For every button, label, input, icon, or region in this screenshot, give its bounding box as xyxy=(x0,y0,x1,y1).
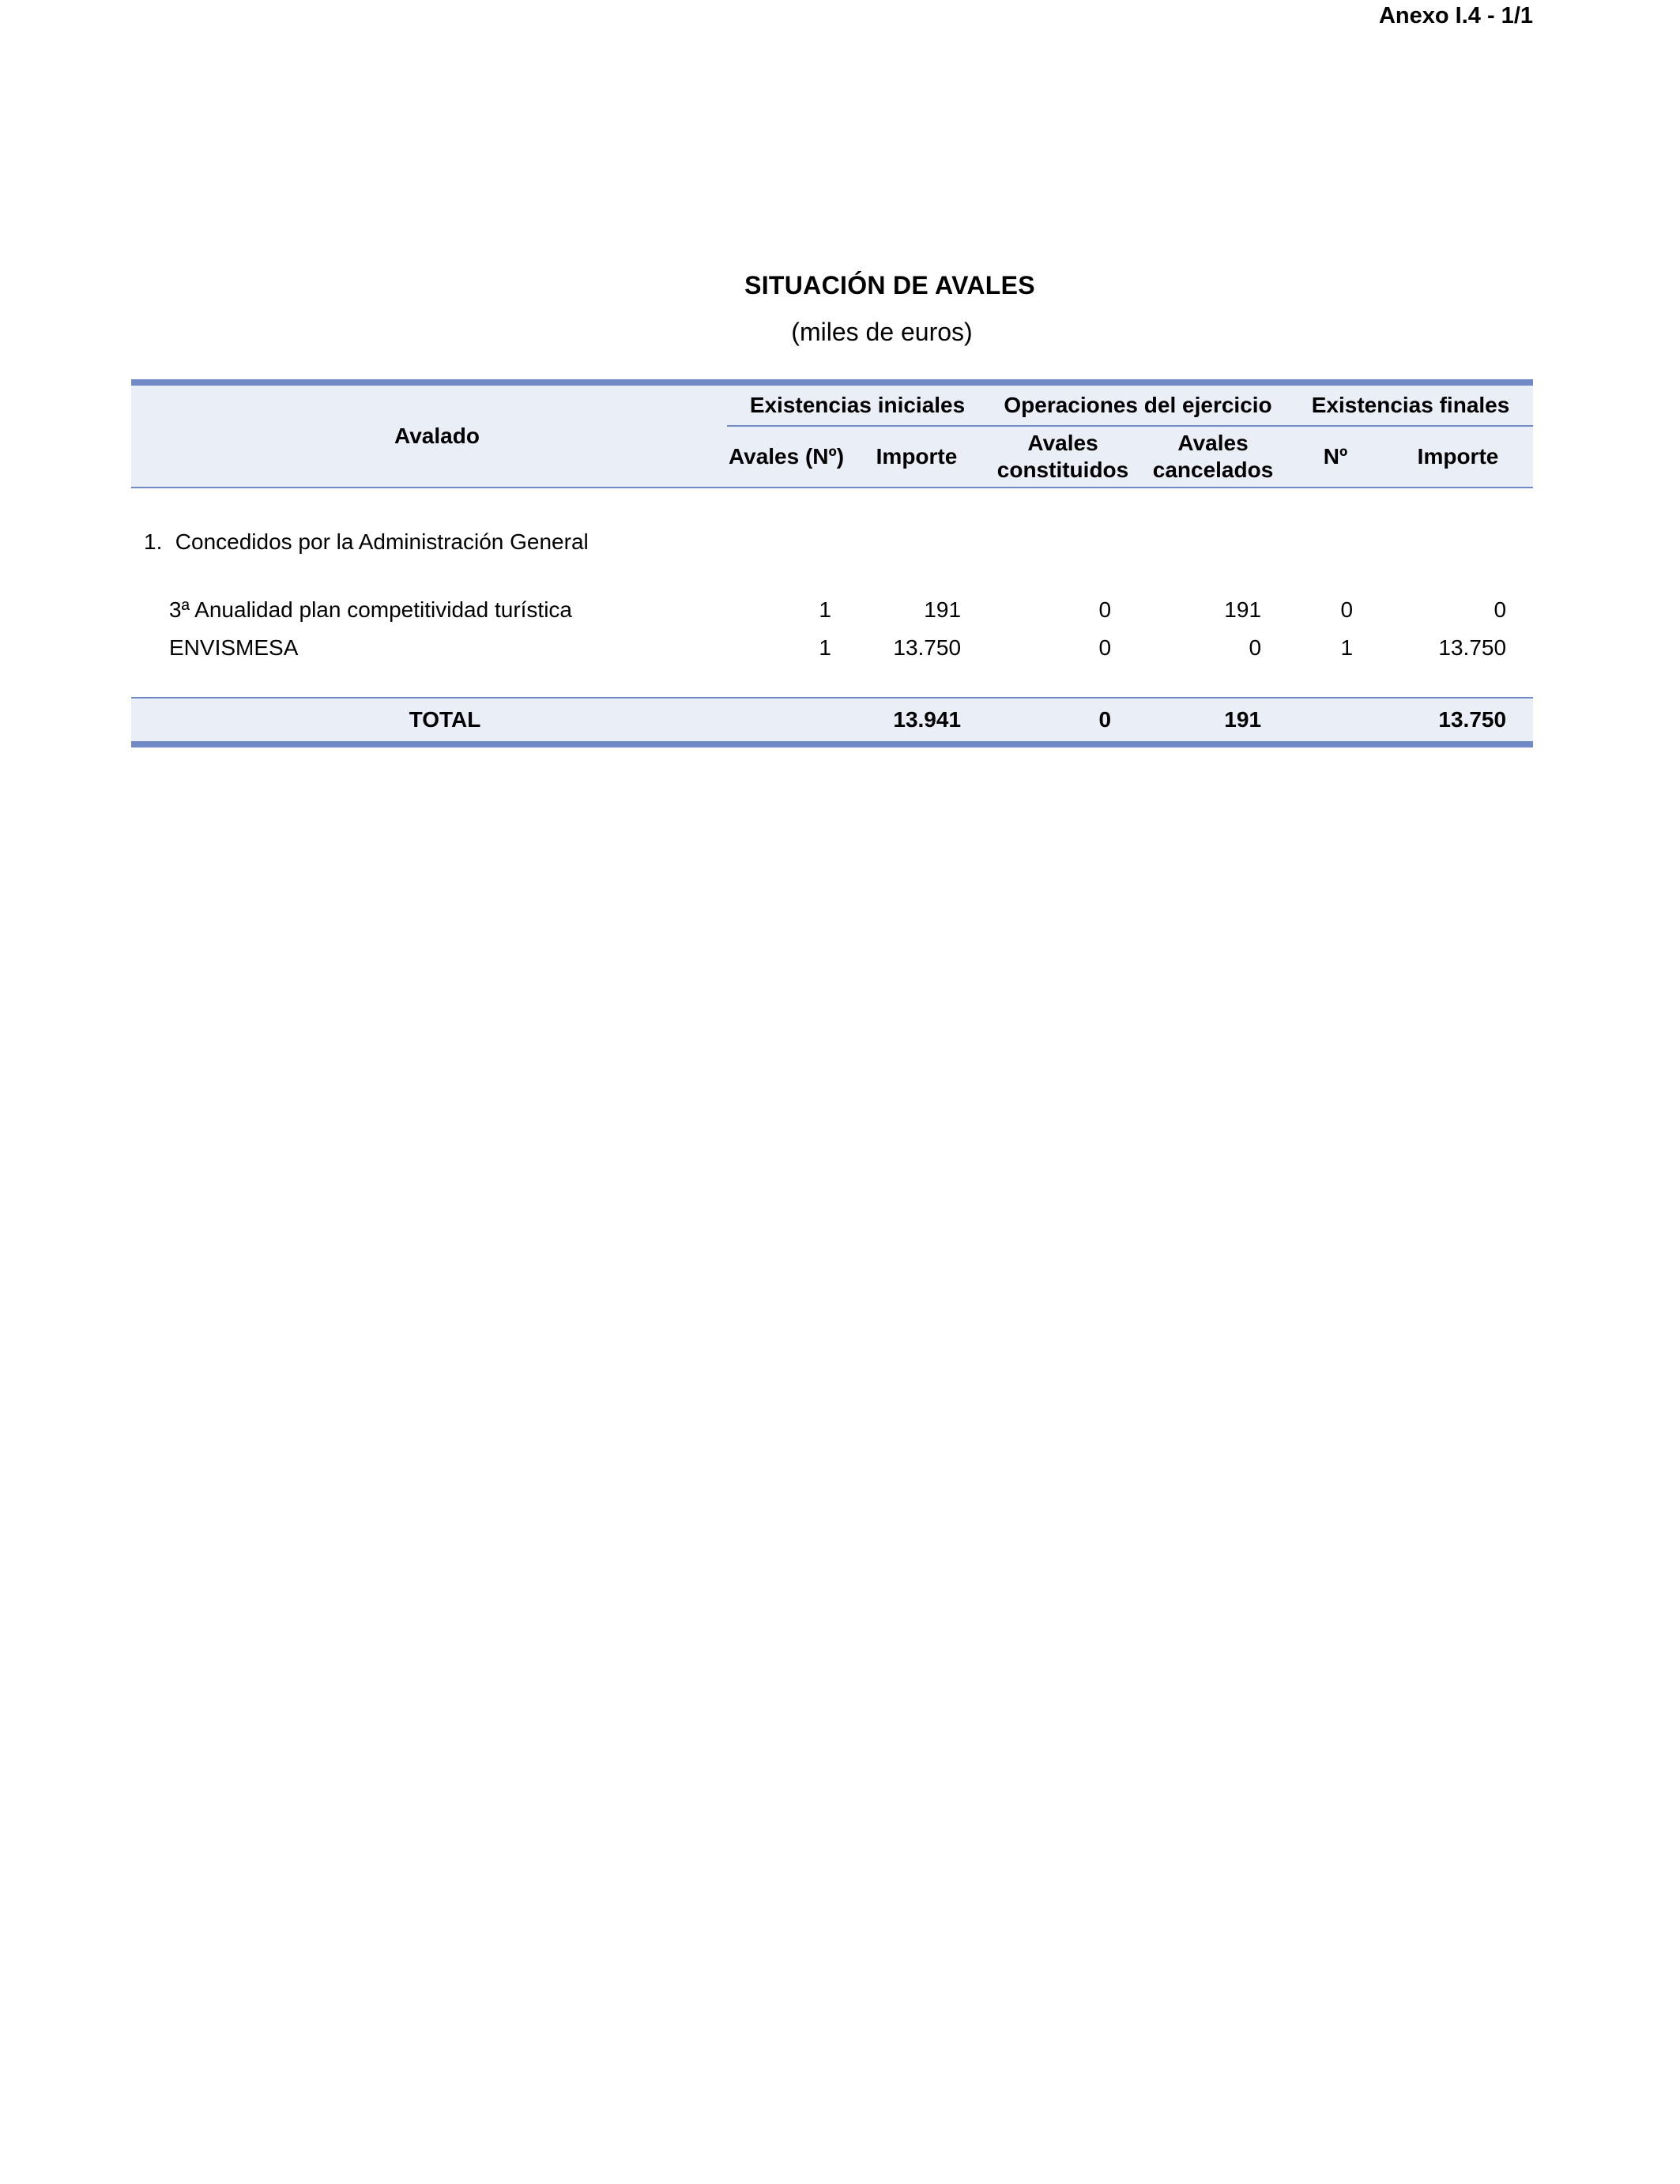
header-avales-constituidos xyxy=(988,426,1138,488)
guarantees-table-container xyxy=(131,379,1533,747)
total-constituidos: 0 xyxy=(988,698,1138,744)
header-group-initial: Existencias iniciales xyxy=(727,382,988,426)
table-footer xyxy=(131,698,1533,744)
document-title: SITUACIÓN DE AVALES xyxy=(744,271,1035,299)
row-name: ENVISMESA xyxy=(169,635,299,660)
header-n-final: Nº xyxy=(1288,426,1383,488)
guarantees-table xyxy=(131,379,1533,747)
header-avales-constituidos-line1: Avales xyxy=(1027,431,1098,455)
row-importe-final: 13.750 xyxy=(1438,635,1507,660)
header-group-operations: Operaciones del ejercicio xyxy=(988,382,1288,426)
section-row xyxy=(131,522,1533,563)
row-n-final: 0 xyxy=(1340,597,1354,622)
document-subtitle: (miles de euros) xyxy=(791,318,973,346)
row-constituidos: 0 xyxy=(1098,597,1112,622)
row-cancelados: 0 xyxy=(1249,635,1262,660)
row-constituidos: 0 xyxy=(1098,635,1112,660)
total-importe-initial: 13.941 xyxy=(846,698,988,744)
header-importe-final: Importe xyxy=(1383,426,1533,488)
table-header xyxy=(131,382,1533,488)
total-row xyxy=(131,698,1533,744)
section-label: Concedidos por la Administración General xyxy=(175,529,589,554)
section-number: 1. xyxy=(144,529,163,554)
header-avales-cancelados-line1: Avales xyxy=(1177,431,1249,455)
annex-reference: Anexo I.4 - 1/1 xyxy=(1378,3,1533,28)
total-label: TOTAL xyxy=(131,698,727,744)
row-importe-initial: 191 xyxy=(924,597,962,622)
header-avales-constituidos-line2: constituidos xyxy=(996,458,1129,482)
row-importe-initial: 13.750 xyxy=(893,635,962,660)
total-cancelados: 191 xyxy=(1138,698,1288,744)
header-avales-cancelados-line2: cancelados xyxy=(1152,458,1274,482)
table-row xyxy=(131,563,1533,626)
header-group-final: Existencias finales xyxy=(1288,382,1533,426)
row-n-final: 1 xyxy=(1340,635,1354,660)
table-row xyxy=(131,626,1533,670)
row-importe-final: 0 xyxy=(1494,597,1507,622)
total-importe-final: 13.750 xyxy=(1383,698,1533,744)
table-body xyxy=(131,488,1533,698)
row-avales-n: 1 xyxy=(819,597,831,622)
header-importe-initial: Importe xyxy=(846,426,988,488)
row-avales-n: 1 xyxy=(819,635,831,660)
header-avales-n: Avales (Nº) xyxy=(727,426,846,488)
row-cancelados: 191 xyxy=(1224,597,1262,622)
row-name: 3ª Anualidad plan competitividad turística xyxy=(169,597,573,622)
header-avalado: Avalado xyxy=(131,382,727,488)
header-avales-cancelados xyxy=(1138,426,1288,488)
